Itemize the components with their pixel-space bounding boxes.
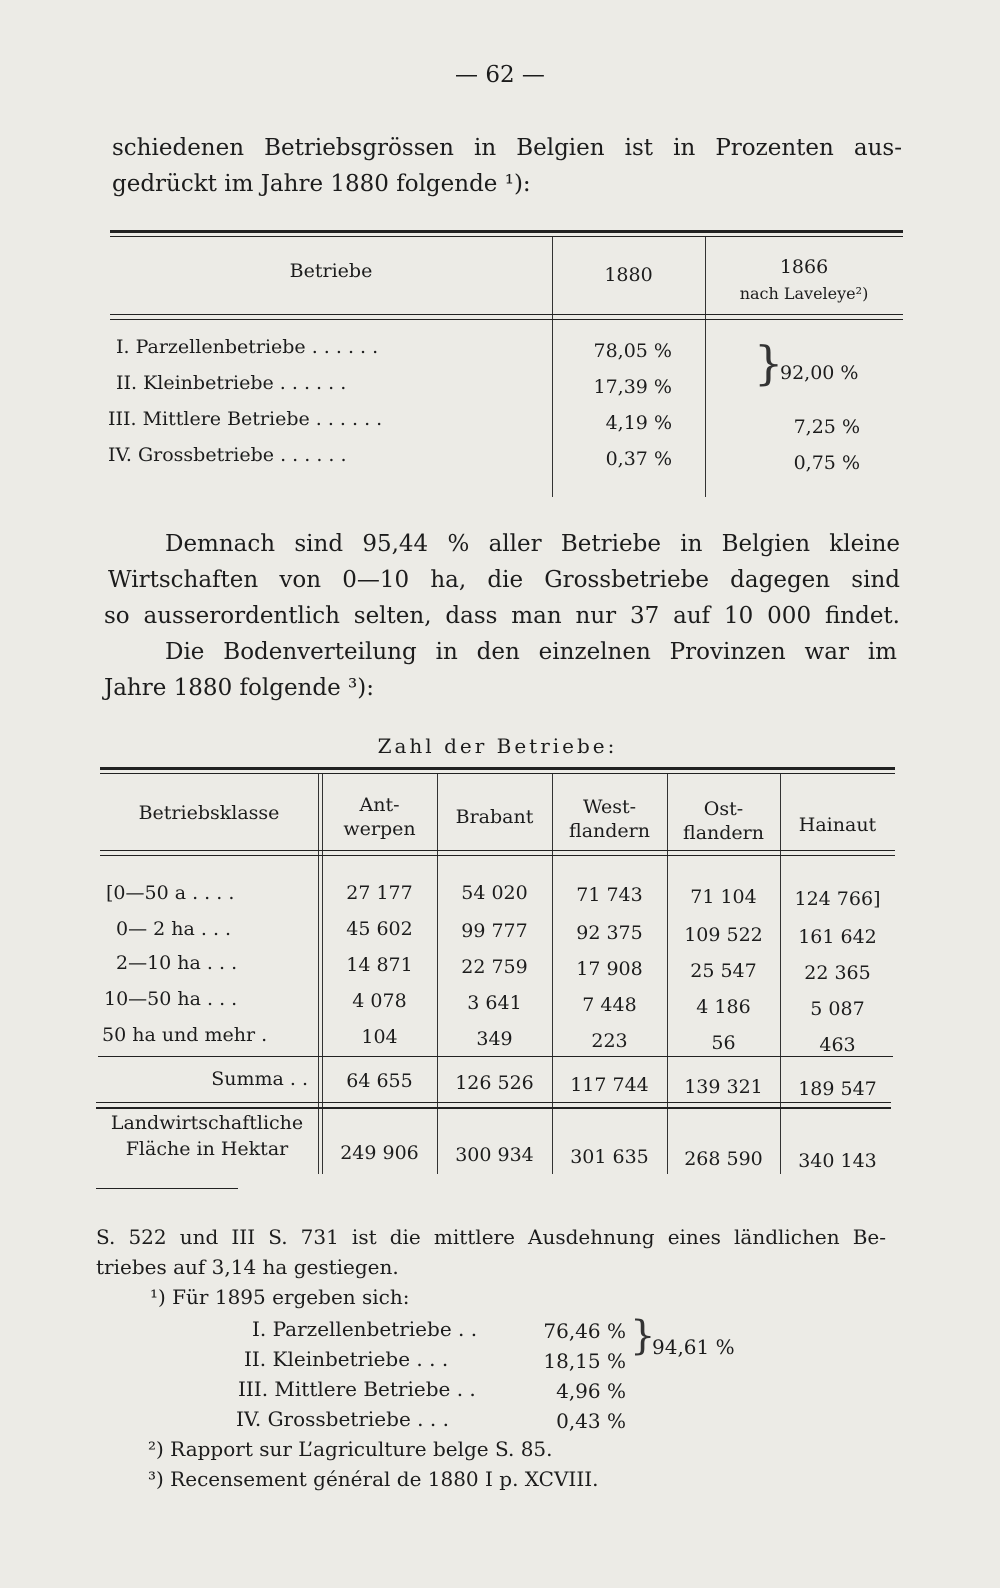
footnote-1-row-value: 18,15 %	[543, 1349, 626, 1373]
table1-row-label: IV. Grossbetriebe . . . . . .	[108, 444, 347, 466]
table2-flaeche-rule-2	[96, 1107, 891, 1109]
table2-header-ostflandern: Ost-	[703, 798, 744, 820]
table2-cell: 27 177	[346, 882, 413, 904]
table2-header-westflandern: West-	[582, 796, 637, 818]
page-number: — 62 —	[455, 62, 545, 88]
table2-cell: 92 375	[576, 922, 643, 944]
table2-cell: 71 743	[576, 884, 643, 906]
para2-line-1: Demnach sind 95,44 % aller Betriebe in Belgien kleine	[165, 531, 900, 557]
table2-header-ostflandern: flandern	[683, 822, 764, 844]
footnote-1-row-label: IV. Grossbetriebe . . .	[236, 1407, 449, 1431]
footnote-continuation-line-2: triebes auf 3,14 ha gestiegen.	[96, 1255, 399, 1279]
table2-cell: 349	[476, 1028, 513, 1050]
table2-caption: Zahl der Betriebe:	[377, 734, 618, 758]
table2-summa-cell: 117 744	[570, 1074, 649, 1096]
table2-summa-cell: 189 547	[798, 1078, 877, 1100]
table2-cell: 161 642	[798, 926, 877, 948]
table1-row-label: II. Kleinbetriebe . . . . . .	[116, 372, 347, 394]
table2-row-label: 50 ha und mehr .	[102, 1024, 268, 1046]
table2-row-label: 10—50 ha . . .	[104, 988, 238, 1010]
footnote-1-intro: ¹) Für 1895 ergeben sich:	[150, 1285, 410, 1309]
footnote-separator	[96, 1188, 238, 1189]
table1-top-rule	[110, 230, 903, 233]
table1-header-nach-laveleye: nach Laveleye²)	[739, 284, 869, 303]
table2-row-label: 2—10 ha . . .	[116, 952, 238, 974]
table2-flaeche-cell: 301 635	[570, 1146, 649, 1168]
table2-cell: 45 602	[346, 918, 413, 940]
footnote-1-row-value: 4,96 %	[556, 1379, 626, 1403]
table2-cell: 71 104	[690, 886, 757, 908]
table2-cell: 14 871	[346, 954, 413, 976]
table2-header-hainaut: Hainaut	[798, 814, 877, 836]
footnote-1-combined: 94,61 %	[652, 1335, 735, 1359]
table2-top-rule	[100, 767, 895, 770]
footnote-1-row-label: I. Parzellenbetriebe . .	[252, 1317, 478, 1341]
table2-header-rule-2	[100, 855, 895, 856]
table2-header-antwerpen: Ant-	[359, 794, 400, 816]
table1-row-1880: 78,05 %	[593, 340, 672, 362]
table2-cell: 22 365	[804, 962, 871, 984]
table2-cell: 54 020	[461, 882, 528, 904]
footnote-1-row-value: 0,43 %	[556, 1409, 626, 1433]
table2-flaeche-label: Landwirtschaftliche	[110, 1112, 304, 1134]
table1-header-1880: 1880	[604, 264, 653, 286]
table2-cell: 22 759	[461, 956, 528, 978]
table1-header-betriebe: Betriebe	[289, 260, 373, 282]
table2-cell: 17 908	[576, 958, 643, 980]
table2-cell: 223	[591, 1030, 628, 1052]
table1-row-label: I. Parzellenbetriebe . . . . . .	[116, 336, 379, 358]
table2-cell: 4 186	[696, 996, 751, 1018]
table1-combined-1866: 92,00 %	[780, 362, 859, 384]
table1-row-1866: 0,75 %	[793, 452, 860, 474]
footnote-3: ³) Recensement général de 1880 I p. XCVIII.	[148, 1467, 599, 1491]
table2-flaeche-rule	[96, 1102, 891, 1103]
table2-summa-label: Summa . .	[211, 1068, 308, 1090]
table2-cell: 109 522	[684, 924, 763, 946]
table2-summa-cell: 126 526	[455, 1072, 534, 1094]
table2-summa-cell: 64 655	[346, 1070, 413, 1092]
table2-cell: 463	[819, 1034, 856, 1056]
table2-cell: 56	[711, 1032, 736, 1054]
table2-cell: 99 777	[461, 920, 528, 942]
table2-cell: 4 078	[352, 990, 407, 1012]
table1-header-rule-2	[110, 319, 903, 320]
table1-row-1866: 7,25 %	[793, 416, 860, 438]
para3-line-1: Die Bodenverteilung in den einzelnen Provinzen war im	[165, 639, 897, 665]
table2-cell: 104	[361, 1026, 398, 1048]
table2-row-label: 0— 2 ha . . .	[116, 918, 232, 940]
table1-brace: }	[754, 336, 784, 390]
table1-header-1866: 1866	[779, 256, 829, 278]
footnote-1-row-value: 76,46 %	[543, 1319, 626, 1343]
table2-header-rule	[100, 850, 895, 851]
table1-row-1880: 17,39 %	[593, 376, 672, 398]
intro-line-1: schiedenen Betriebsgrössen in Belgien ist in Prozenten aus-	[112, 135, 902, 161]
table2-header-brabant: Brabant	[455, 806, 534, 828]
para2-line-2: Wirtschaften von 0—10 ha, die Grossbetriebe dagegen sind	[108, 567, 900, 593]
table2-flaeche-label: Fläche in Hektar	[125, 1138, 289, 1160]
footnote-1-row-label: III. Mittlere Betriebe . .	[238, 1377, 476, 1401]
table1-row-1880: 0,37 %	[605, 448, 672, 470]
table1-row-1880: 4,19 %	[605, 412, 672, 434]
table1-header-rule	[110, 314, 903, 315]
table2-cell: 3 641	[467, 992, 522, 1014]
table2-cell: 25 547	[690, 960, 757, 982]
footnote-1-row-label: II. Kleinbetriebe . . .	[244, 1347, 449, 1371]
table2-summa-rule	[98, 1056, 893, 1057]
table2-col-divider	[318, 774, 319, 1174]
intro-line-2: gedrückt im Jahre 1880 folgende ¹):	[112, 171, 531, 197]
para3-line-2: Jahre 1880 folgende ³):	[104, 675, 374, 701]
table2-flaeche-cell: 249 906	[340, 1142, 419, 1164]
table2-row-label: [0—50 a . . . .	[106, 882, 235, 904]
table2-summa-cell: 139 321	[684, 1076, 763, 1098]
table2-flaeche-cell: 300 934	[455, 1144, 534, 1166]
footnote-continuation-line-1: S. 522 und III S. 731 ist die mittlere Ausdehnung eines ländlichen Be-	[96, 1225, 886, 1249]
para2-line-3: so ausserordentlich selten, dass man nur 37 auf 10 000 findet.	[104, 603, 900, 629]
table2-cell: 5 087	[810, 998, 865, 1020]
table2-flaeche-cell: 340 143	[798, 1150, 877, 1172]
table2-header-betriebsklasse: Betriebsklasse	[138, 802, 280, 824]
table2-flaeche-cell: 268 590	[684, 1148, 763, 1170]
table1-row-label: III. Mittlere Betriebe . . . . . .	[108, 408, 383, 430]
table1-top-rule-thin	[110, 236, 903, 237]
table2-top-rule-thin	[100, 773, 895, 774]
footnote-1-brace: }	[630, 1313, 656, 1359]
table2-cell: 7 448	[582, 994, 637, 1016]
footnote-2: ²) Rapport sur L’agriculture belge S. 85.	[148, 1437, 553, 1461]
table2-header-antwerpen: werpen	[343, 818, 416, 840]
table2-header-westflandern: flandern	[569, 820, 650, 842]
table2-cell: 124 766]	[794, 888, 881, 910]
